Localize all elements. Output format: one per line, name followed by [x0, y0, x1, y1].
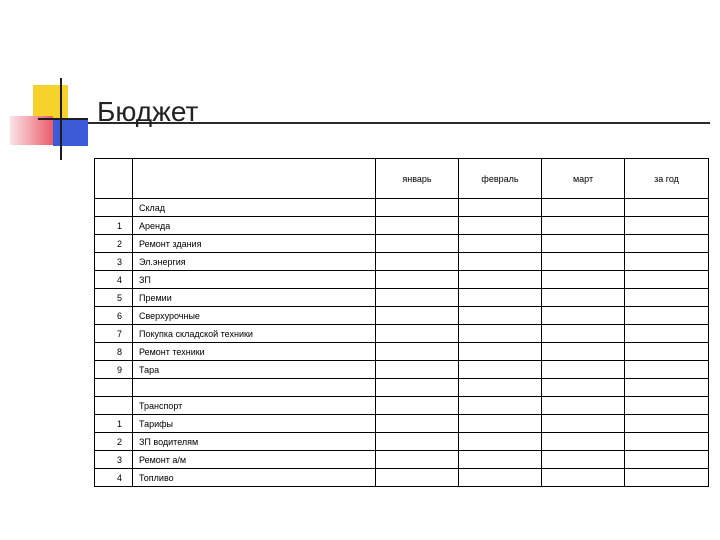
table-row	[95, 253, 709, 271]
value-cell-january	[376, 451, 459, 469]
header-cell-february: февраль	[459, 159, 542, 199]
row-label-cell: Премии	[133, 289, 376, 307]
value-cell-january	[376, 289, 459, 307]
row-number-cell: 2	[95, 433, 133, 451]
header-cell-label	[133, 159, 376, 199]
value-cell-year	[625, 379, 709, 397]
value-cell-february	[459, 289, 542, 307]
row-number-cell: 3	[95, 451, 133, 469]
value-cell-year	[625, 217, 709, 235]
row-number-cell: 4	[95, 271, 133, 289]
row-label-cell: Тара	[133, 361, 376, 379]
table-row	[95, 235, 709, 253]
row-label-cell	[133, 379, 376, 397]
value-cell-march	[542, 343, 625, 361]
budget-table	[94, 158, 709, 487]
value-cell-march	[542, 307, 625, 325]
row-number-cell: 5	[95, 289, 133, 307]
table-row	[95, 469, 709, 487]
blank-row	[95, 379, 709, 397]
row-number-cell: 1	[95, 217, 133, 235]
value-cell-february	[459, 379, 542, 397]
value-cell-january	[376, 343, 459, 361]
header-cell-year: за год	[625, 159, 709, 199]
header-cell-january: январь	[376, 159, 459, 199]
table-row	[95, 271, 709, 289]
value-cell-year	[625, 235, 709, 253]
value-cell-february	[459, 451, 542, 469]
value-cell-february	[459, 253, 542, 271]
value-cell-february	[459, 307, 542, 325]
table-row	[95, 415, 709, 433]
row-label-cell: ЗП водителям	[133, 433, 376, 451]
table-row	[95, 433, 709, 451]
value-cell-march	[542, 199, 625, 217]
value-cell-february	[459, 415, 542, 433]
row-number-cell	[95, 379, 133, 397]
value-cell-january	[376, 433, 459, 451]
row-label-cell: Тарифы	[133, 415, 376, 433]
row-number-cell	[95, 397, 133, 415]
decor-red-gradient-square	[10, 116, 53, 145]
header-cell-march: март	[542, 159, 625, 199]
value-cell-february	[459, 361, 542, 379]
table-row	[95, 343, 709, 361]
section-row	[95, 397, 709, 415]
row-label-cell: Покупка складской техники	[133, 325, 376, 343]
row-number-cell: 1	[95, 415, 133, 433]
value-cell-march	[542, 469, 625, 487]
row-label-cell: Ремонт здания	[133, 235, 376, 253]
value-cell-year	[625, 469, 709, 487]
value-cell-january	[376, 379, 459, 397]
value-cell-march	[542, 271, 625, 289]
row-label-cell: ЗП	[133, 271, 376, 289]
value-cell-march	[542, 361, 625, 379]
decor-blue-square	[53, 118, 88, 146]
value-cell-january	[376, 307, 459, 325]
value-cell-february	[459, 325, 542, 343]
value-cell-year	[625, 415, 709, 433]
value-cell-january	[376, 217, 459, 235]
table-row	[95, 451, 709, 469]
table-row	[95, 217, 709, 235]
value-cell-year	[625, 343, 709, 361]
value-cell-march	[542, 433, 625, 451]
table-row	[95, 361, 709, 379]
value-cell-january	[376, 361, 459, 379]
table-row	[95, 307, 709, 325]
value-cell-january	[376, 271, 459, 289]
row-number-cell: 2	[95, 235, 133, 253]
value-cell-february	[459, 199, 542, 217]
row-label-cell: Эл.энергия	[133, 253, 376, 271]
value-cell-year	[625, 253, 709, 271]
row-number-cell: 6	[95, 307, 133, 325]
value-cell-january	[376, 253, 459, 271]
row-number-cell	[95, 199, 133, 217]
row-number-cell: 4	[95, 469, 133, 487]
value-cell-january	[376, 199, 459, 217]
value-cell-year	[625, 199, 709, 217]
value-cell-march	[542, 217, 625, 235]
value-cell-march	[542, 379, 625, 397]
value-cell-february	[459, 271, 542, 289]
value-cell-february	[459, 469, 542, 487]
section-label-cell: Склад	[133, 199, 376, 217]
value-cell-year	[625, 289, 709, 307]
value-cell-february	[459, 235, 542, 253]
row-label-cell: Топливо	[133, 469, 376, 487]
value-cell-february	[459, 433, 542, 451]
value-cell-year	[625, 397, 709, 415]
value-cell-year	[625, 325, 709, 343]
decor-yellow-square	[33, 85, 68, 120]
table-header-row	[95, 159, 709, 199]
value-cell-year	[625, 271, 709, 289]
value-cell-march	[542, 397, 625, 415]
row-label-cell: Аренда	[133, 217, 376, 235]
row-number-cell: 9	[95, 361, 133, 379]
value-cell-year	[625, 361, 709, 379]
row-label-cell: Сверхурочные	[133, 307, 376, 325]
header-cell-number	[95, 159, 133, 199]
value-cell-year	[625, 307, 709, 325]
row-number-cell: 7	[95, 325, 133, 343]
row-number-cell: 3	[95, 253, 133, 271]
section-label-cell: Транспорт	[133, 397, 376, 415]
value-cell-march	[542, 415, 625, 433]
value-cell-february	[459, 343, 542, 361]
value-cell-february	[459, 397, 542, 415]
row-label-cell: Ремонт а/м	[133, 451, 376, 469]
section-row	[95, 199, 709, 217]
value-cell-january	[376, 469, 459, 487]
value-cell-march	[542, 235, 625, 253]
value-cell-january	[376, 325, 459, 343]
value-cell-year	[625, 433, 709, 451]
value-cell-january	[376, 415, 459, 433]
value-cell-march	[542, 451, 625, 469]
value-cell-march	[542, 289, 625, 307]
value-cell-january	[376, 397, 459, 415]
value-cell-march	[542, 253, 625, 271]
table-row	[95, 289, 709, 307]
value-cell-year	[625, 451, 709, 469]
row-label-cell: Ремонт техники	[133, 343, 376, 361]
value-cell-march	[542, 325, 625, 343]
table-row	[95, 325, 709, 343]
decor-short-horizontal-line	[38, 118, 88, 120]
row-number-cell: 8	[95, 343, 133, 361]
value-cell-january	[376, 235, 459, 253]
page-title: Бюджет	[97, 96, 199, 127]
value-cell-february	[459, 217, 542, 235]
